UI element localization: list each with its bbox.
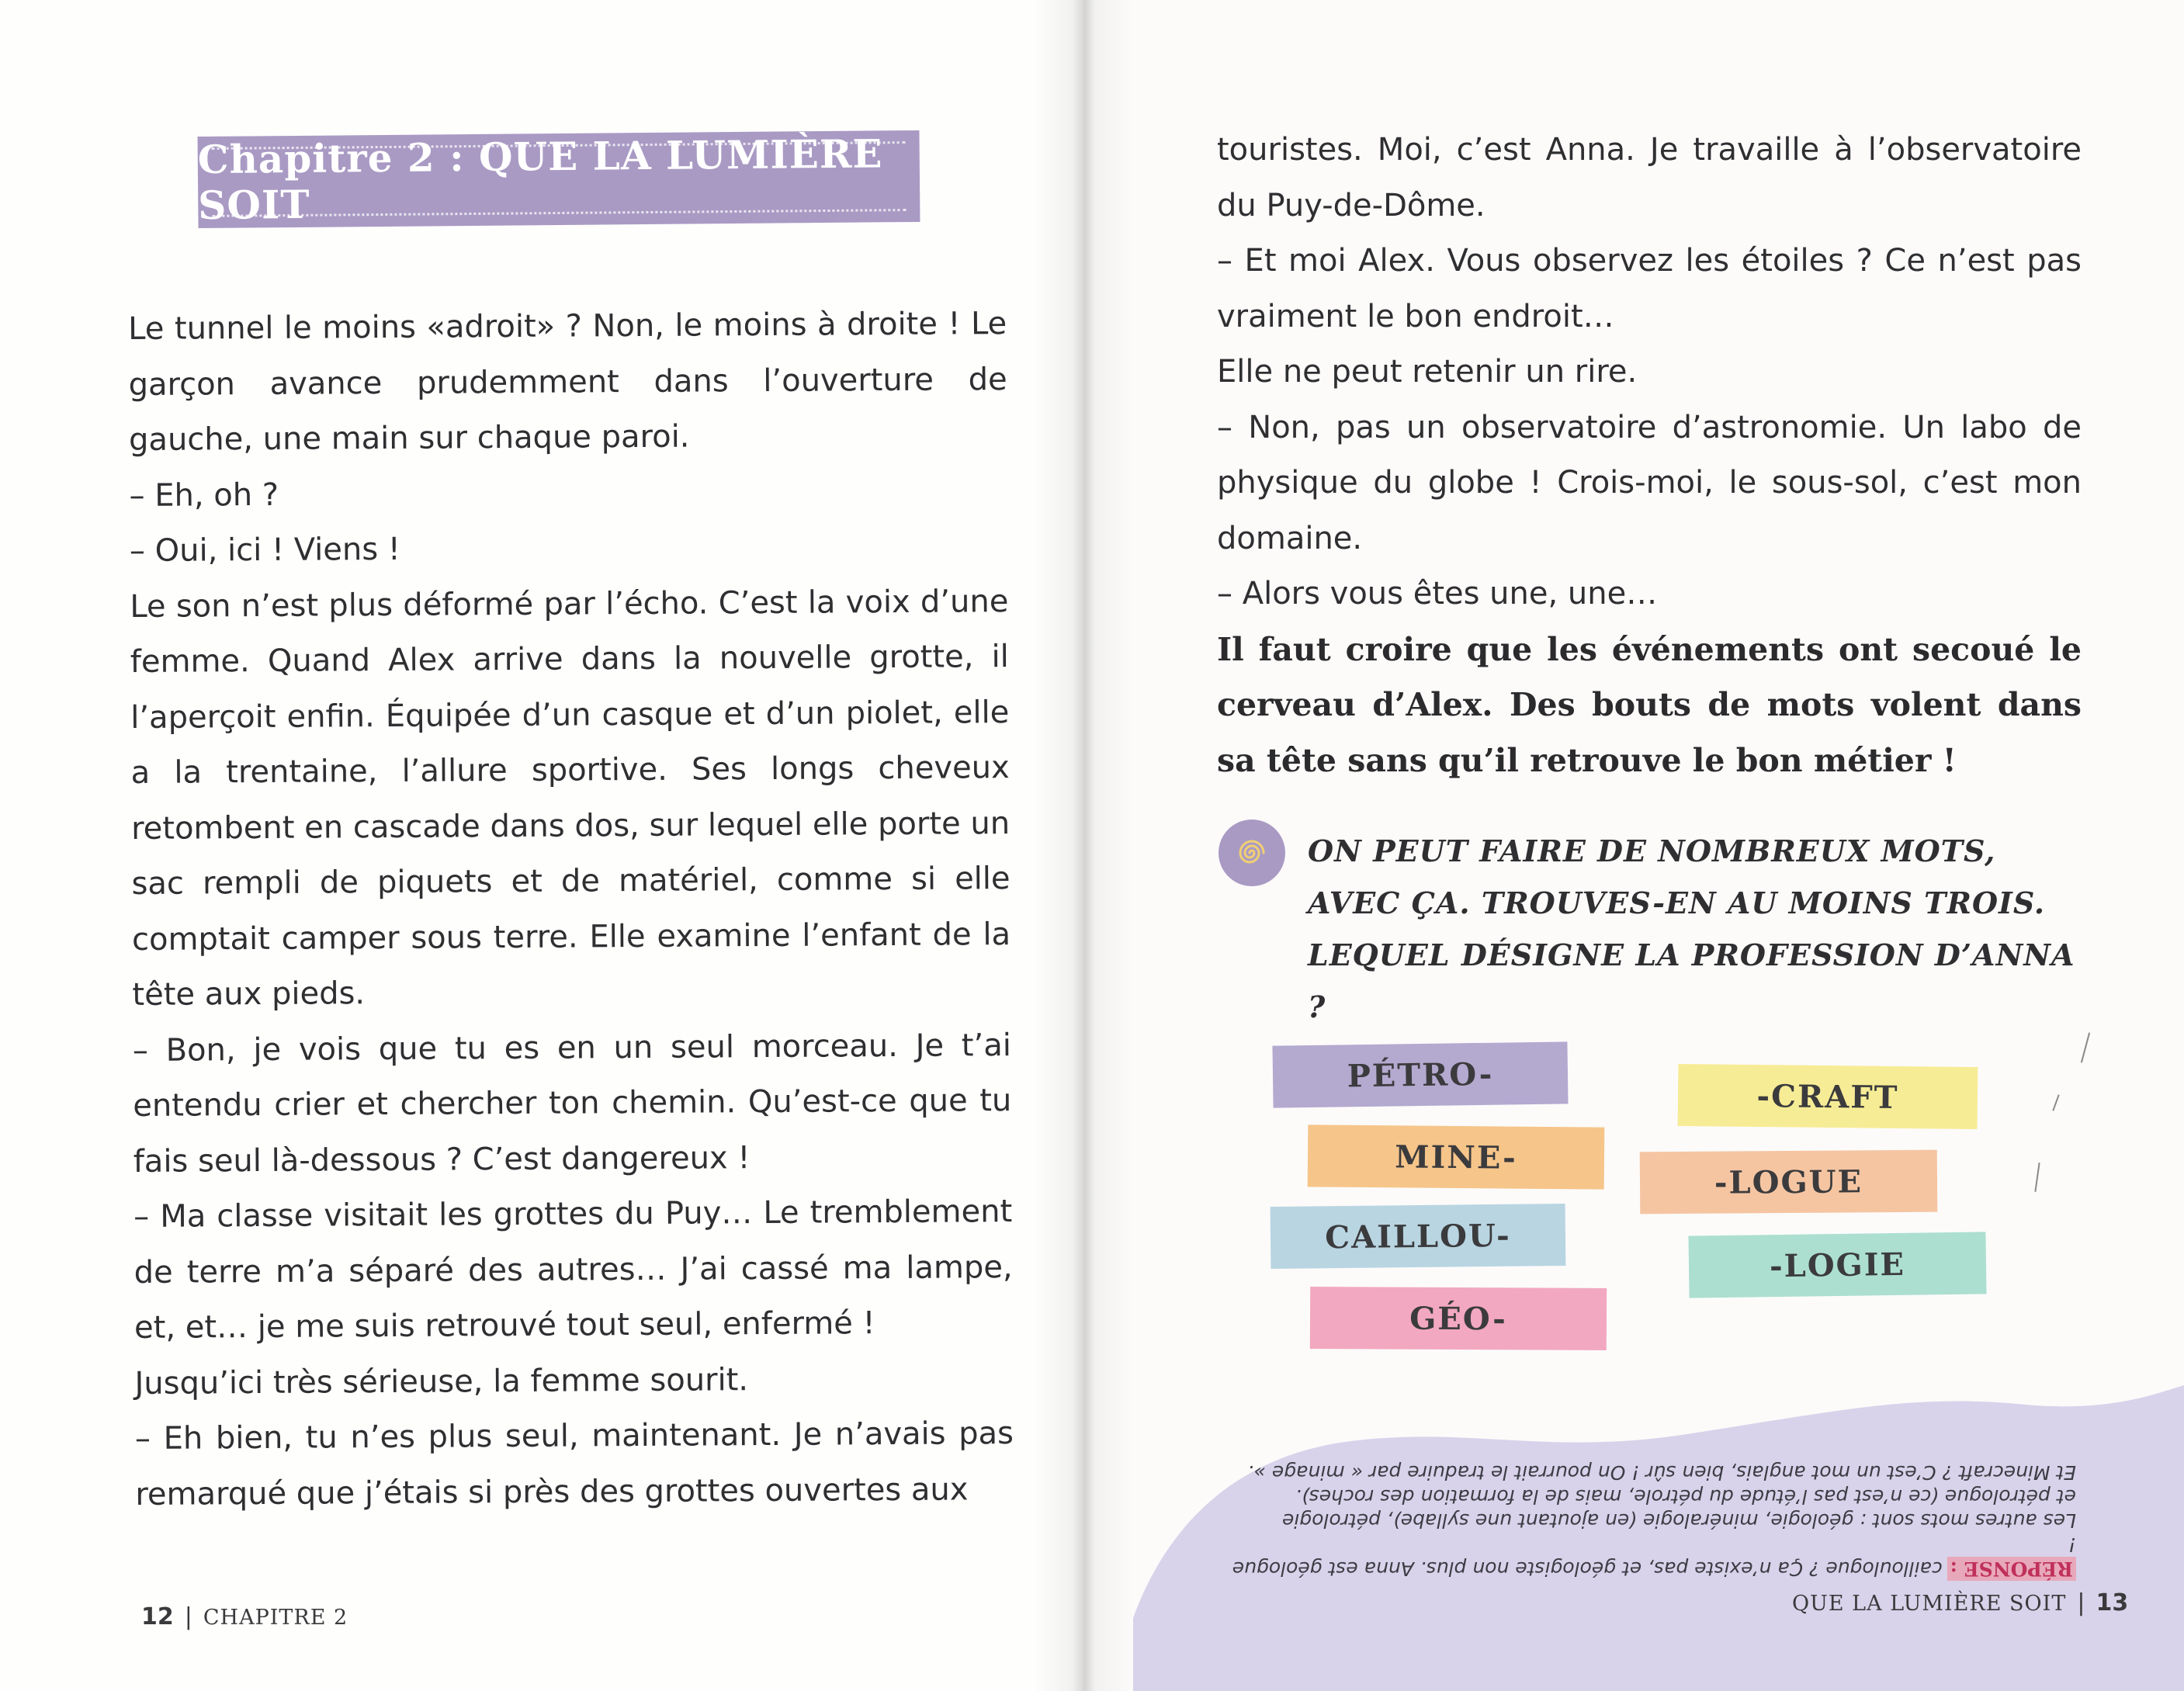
paragraph: – Eh, oh ?: [129, 476, 279, 514]
answer-line: Les autres mots sont : géologie, minéralogie (en ajoutant une syllabe), pétrologie: [1281, 1509, 2076, 1532]
folio-separator: |: [184, 1603, 192, 1630]
paragraph: – Oui, ici ! Viens !: [129, 531, 401, 569]
word-tile-craft: -CRAFT: [1678, 1064, 1978, 1129]
answer-line: [1222, 1533, 2076, 1581]
answer-label: RÉPONSE :: [1947, 1557, 2076, 1581]
upside-down-answer: [1222, 1461, 2076, 1581]
puzzle-line: ON PEUT FAIRE DE NOMBREUX MOTS,: [1308, 833, 1996, 868]
puzzle-line: LEQUEL DÉSIGNE LA PROFESSION D’ANNA ?: [1308, 937, 2075, 1024]
paragraph: Elle ne peut retenir un rire.: [1217, 354, 1638, 390]
word-tile-geo: GÉO-: [1310, 1287, 1607, 1350]
word-tile-mine: MINE-: [1308, 1124, 1605, 1189]
word-tile-logue: -LOGUE: [1640, 1150, 1938, 1215]
paragraph: – Ma classe visitait les grottes du Puy… Le tremblement de terre m’a séparé des autres… J’ai cassé ma lampe, et, et… je me suis retrouvé tout seul, enfermé !: [133, 1194, 1013, 1346]
paragraph: Le tunnel le moins «adroit» ? Non, le moins à droite ! Le garçon avance prudemment dans l’ouverture de gauche, une main sur chaque paroi.: [128, 306, 1007, 458]
answer-line: Et Minecraft ? C’est un mot anglais, bien sûr ! On pourrait le traduire par « minage ».: [1247, 1461, 2076, 1484]
word-tile-caillou: CAILLOU-: [1271, 1204, 1566, 1269]
paragraph: – Non, pas un observatoire d’astronomie. Un labo de physique du globe ! Crois-moi, le sous-sol, c’est mon domaine.: [1217, 409, 2082, 556]
spiral-icon: [1219, 820, 1285, 886]
word-tile-logie: -LOGIE: [1688, 1232, 1986, 1298]
puzzle-instructions: [1308, 825, 2084, 1033]
paragraph: – Eh bien, tu n’es plus seul, maintenant. Je n’avais pas remarqué que j’étais si près des grottes ouvertes aux: [134, 1416, 1014, 1513]
folio-left: [141, 1603, 348, 1630]
puzzle-line: AVEC ÇA. TROUVES-EN AU MOINS TROIS.: [1308, 885, 2046, 920]
paragraph: – Bon, je vois que tu es en un seul morceau. Je t’ai entendu crier et chercher ton chemin. Qu’est-ce que tu fais seul là-dessous ? C’est dangereux !: [132, 1027, 1012, 1180]
page-number: 13: [2096, 1589, 2129, 1616]
page-number: 12: [141, 1603, 174, 1630]
folio-label: CHAPITRE 2: [203, 1606, 348, 1630]
left-page: [0, 0, 1083, 1691]
paragraph: touristes. Moi, c’est Anna. Je travaille à l’observatoire du Puy-de-Dôme.: [1217, 132, 2082, 224]
bold-paragraph: Il faut croire que les événements ont secoué le cerveau d’Alex. Des bouts de mots volent dans sa tête sans qu’il retrouve le bon métier !: [1217, 630, 2082, 779]
answer-text-line: cailloulogue ? Ça n’existe pas, et géologiste non plus. Anna est géologue !: [1232, 1533, 2076, 1580]
paragraph: Le son n’est plus déformé par l’écho. C’est la voix d’une femme. Quand Alex arrive dans la nouvelle grotte, il l’aperçoit enfin. Équipée d’un casque et d’un piolet, elle a la trentaine, l’allure sportive. Ses longs cheveux retombent en cascade dans dos, sur lequel elle porte un sac rempli de piquets et de matériel, comme si elle comptait camper sous terre. Elle examine l’enfant de la tête aux pieds.: [130, 583, 1011, 1013]
folio-label: QUE LA LUMIÈRE SOIT: [1792, 1592, 2067, 1616]
folio-right: [1792, 1589, 2128, 1616]
word-tile-petro: PÉTRO-: [1272, 1041, 1568, 1107]
paragraph: – Alors vous êtes une, une…: [1217, 576, 1658, 612]
folio-separator: |: [2077, 1589, 2085, 1616]
answer-line: et pétrologue (ce n’est pas l’étude du pétrole, mais de la formation des roches).: [1295, 1485, 2076, 1508]
right-page-text: [1217, 123, 2082, 788]
left-page-text: [128, 296, 1014, 1523]
chapter-banner: Chapitre 2 : QUE LA LUMIÈRE SOIT: [198, 130, 920, 228]
paragraph: – Et moi Alex. Vous observez les étoiles ? Ce n’est pas vraiment le bon endroit…: [1217, 243, 2082, 334]
paragraph: Jusqu’ici très sérieuse, la femme sourit.: [134, 1361, 749, 1402]
